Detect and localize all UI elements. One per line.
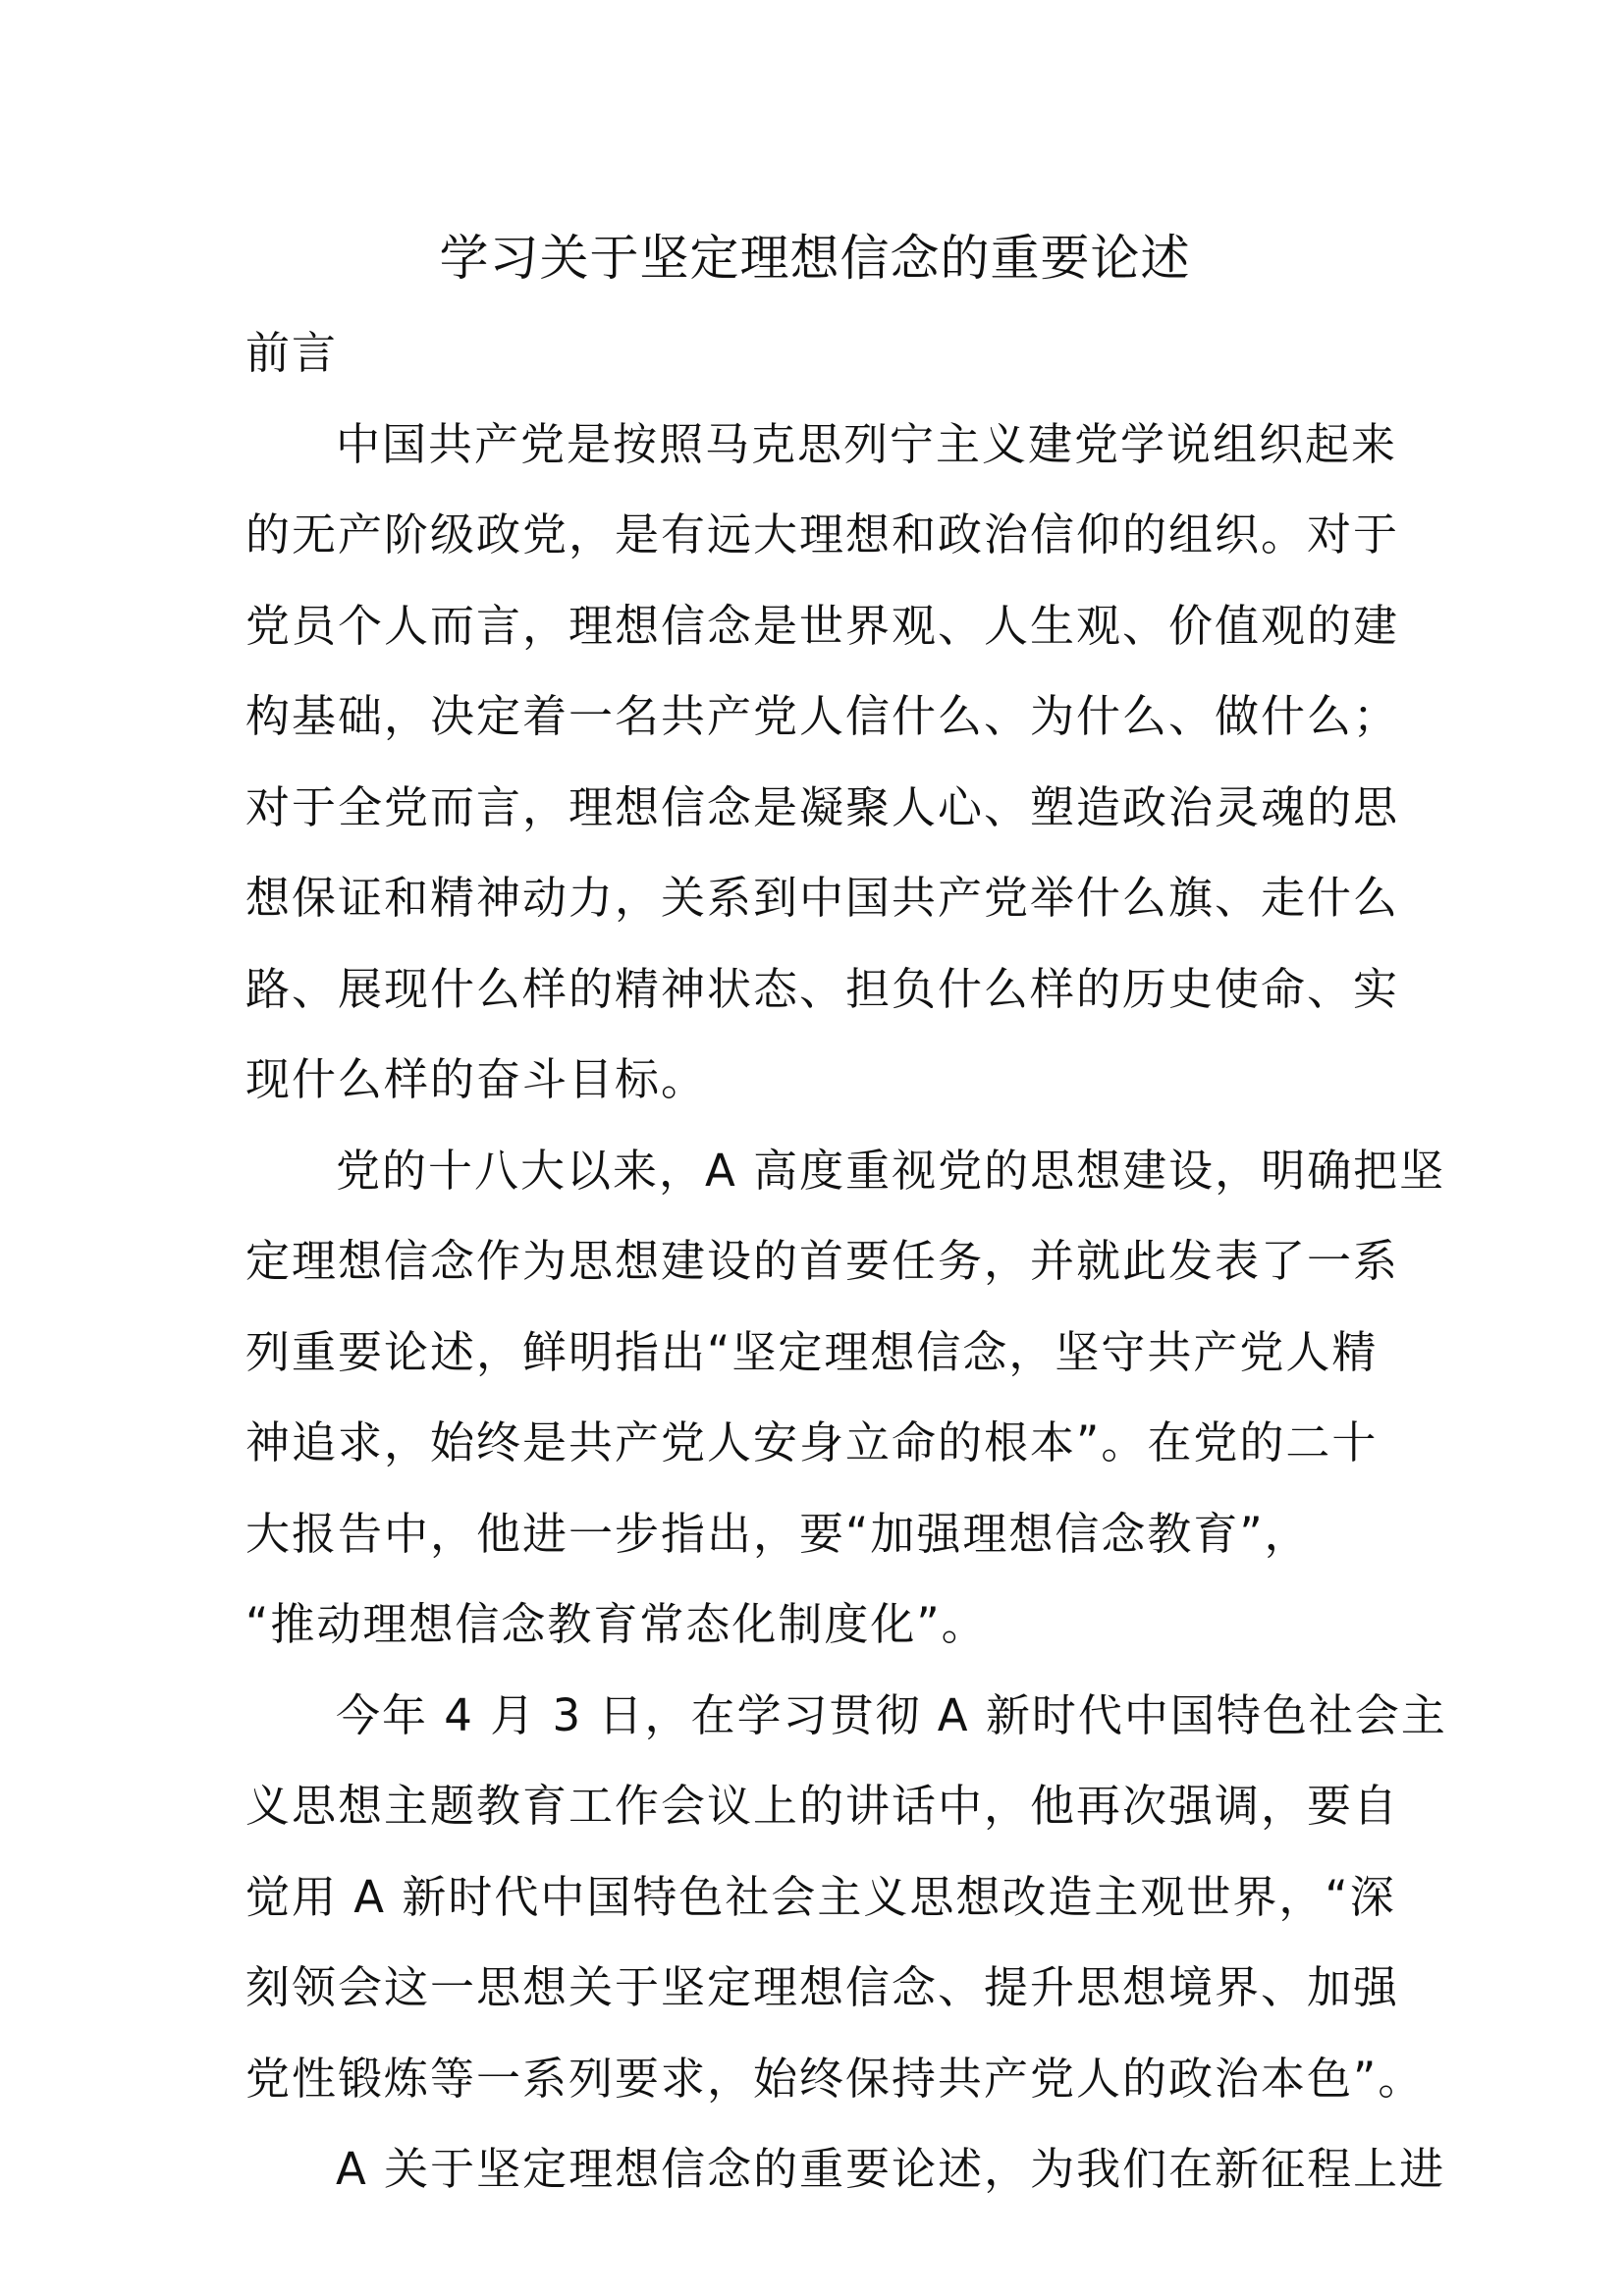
paragraph-2 [245, 1126, 1446, 1671]
paragraph-line: A 关于坚定理想信念的重要论述，为我们在新征程上进 [336, 2143, 1446, 2195]
paragraph-line: 中国共产党是按照马克思列宁主义建党学说组织起来 [336, 417, 1398, 470]
section-heading: 前言 [245, 327, 339, 379]
paragraph-line: 对于全党而言，理想信念是凝聚人心、塑造政治灵魂的思 [245, 780, 1400, 833]
paragraph-line: 神追求，始终是共产党人安身立命的根本”。在党的二十 [245, 1416, 1379, 1468]
paragraph-line: 义思想主题教育工作会议上的讲话中，他再次强调，要自 [245, 1780, 1400, 1832]
paragraph-line: 党员个人而言，理想信念是世界观、人生观、价值观的建 [245, 599, 1400, 652]
paragraph-line: 大报告中，他进一步指出，要“加强理想信念教育”， [245, 1507, 1311, 1560]
paragraph-3 [245, 1671, 1447, 2125]
paragraph-line: 觉用 A 新时代中国特色社会主义思想改造主观世界，“深 [245, 1870, 1396, 1923]
paragraph-line: 想保证和精神动力，关系到中国共产党举什么旗、走什么 [245, 872, 1400, 924]
paragraph-line: 构基础，决定着一名共产党人信什么、为什么、做什么； [245, 690, 1400, 742]
document-title: 学习关于坚定理想信念的重要论述 [439, 230, 1191, 287]
paragraph-line: 现什么样的奋斗目标。 [245, 1053, 708, 1105]
paragraph-line: 党性锻炼等一系列要求，始终保持共产党人的政治本色”。 [245, 2052, 1425, 2105]
document-body [245, 308, 1447, 2216]
paragraph-line: 路、展现什么样的精神状态、担负什么样的历史使命、实 [245, 962, 1400, 1015]
paragraph-1 [245, 400, 1400, 1126]
paragraph-line: “推动理想信念教育常态化制度化”。 [245, 1598, 988, 1650]
paragraph-4 [245, 2124, 1446, 2216]
paragraph-line: 今年 4 月 3 日，在学习贯彻 A 新时代中国特色社会主 [336, 1688, 1447, 1741]
paragraph-line: 列重要论述，鲜明指出“坚定理想信念，坚守共产党人精 [245, 1325, 1379, 1378]
paragraph-line: 定理想信念作为思想建设的首要任务，并就此发表了一系 [245, 1235, 1400, 1287]
paragraph-line: 的无产阶级政党，是有远大理想和政治信仰的组织。对于 [245, 508, 1400, 561]
paragraph-line: 党的十八大以来，A 高度重视党的思想建设，明确把坚 [336, 1144, 1446, 1197]
paragraph-line: 刻领会这一思想关于坚定理想信念、提升思想境界、加强 [245, 1961, 1400, 2013]
